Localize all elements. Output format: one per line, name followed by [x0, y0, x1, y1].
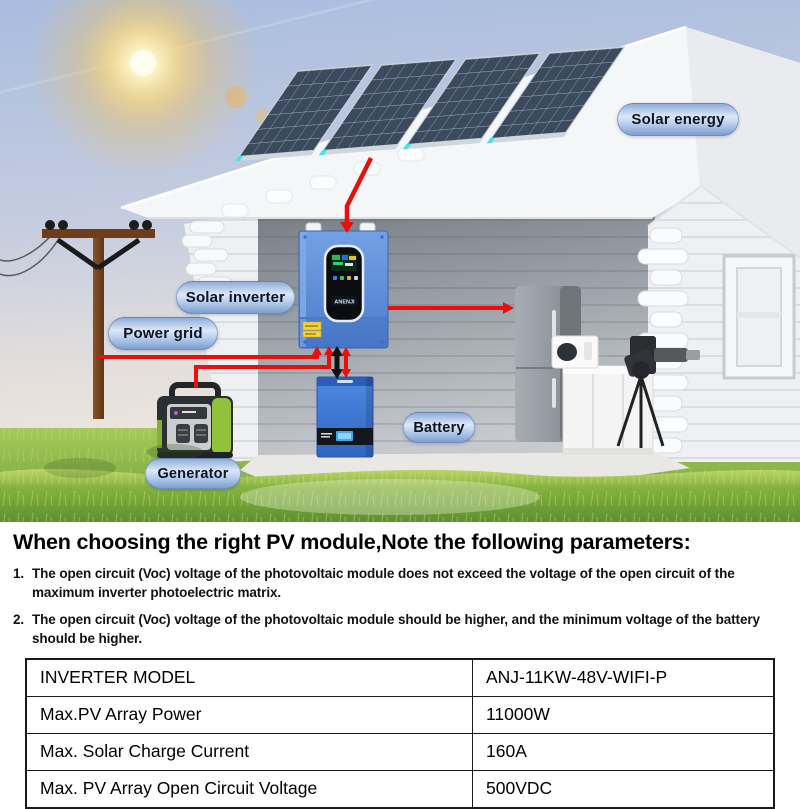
- label-battery: [403, 412, 475, 443]
- label-solar-energy: [617, 103, 739, 136]
- spec-table: [25, 658, 775, 809]
- spec-table-row: [26, 733, 774, 770]
- label-solar-inverter: [176, 281, 295, 314]
- label-generator-text: Generator: [157, 465, 229, 482]
- spec-value: ANJ-11KW-48V-WIFI-P: [473, 659, 775, 697]
- lens-flare: [225, 86, 247, 108]
- spec-value: 160A: [473, 733, 775, 770]
- label-power-grid: [108, 317, 218, 350]
- notes-list: [13, 564, 790, 649]
- spec-label: Max.PV Array Power: [26, 696, 473, 733]
- label-solar-inverter-text: Solar inverter: [185, 289, 286, 306]
- warning-sticker: [303, 322, 321, 337]
- window: [724, 256, 794, 378]
- note-text: The open circuit (Voc) voltage of the photovoltaic module should be higher, and the minimum voltage of the battery should be higher.: [32, 612, 760, 647]
- label-battery-text: Battery: [413, 419, 465, 436]
- section-heading: When choosing the right PV module,Note the following parameters:: [13, 530, 691, 554]
- info-section: [0, 522, 800, 800]
- inverter-device: [299, 223, 388, 348]
- microwave: [552, 336, 598, 368]
- spec-table-row: [26, 659, 774, 697]
- battery-device: [317, 377, 373, 457]
- note-number: 1.: [13, 566, 25, 581]
- spec-label: Max. PV Array Open Circuit Voltage: [26, 770, 473, 808]
- note-item: [13, 564, 790, 602]
- note-text: The open circuit (Voc) voltage of the photovoltaic module does not exceed the voltage of the open circuit of the maximum inverter photoelectric matrix.: [32, 566, 735, 601]
- spec-label: INVERTER MODEL: [26, 659, 473, 697]
- inverter-display: [325, 246, 363, 321]
- inverter-logo: ANENJI: [334, 299, 355, 306]
- note-number: 2.: [13, 612, 25, 628]
- spec-label: Max. Solar Charge Current: [26, 733, 473, 770]
- spec-table-row: [26, 696, 774, 733]
- label-generator: [145, 458, 241, 489]
- spec-value: 11000W: [473, 696, 775, 733]
- label-power-grid-text: Power grid: [123, 325, 203, 342]
- note-item: [13, 610, 790, 648]
- spec-table-row: [26, 770, 774, 808]
- spec-value: 500VDC: [473, 770, 775, 808]
- label-solar-energy-text: Solar energy: [631, 111, 725, 128]
